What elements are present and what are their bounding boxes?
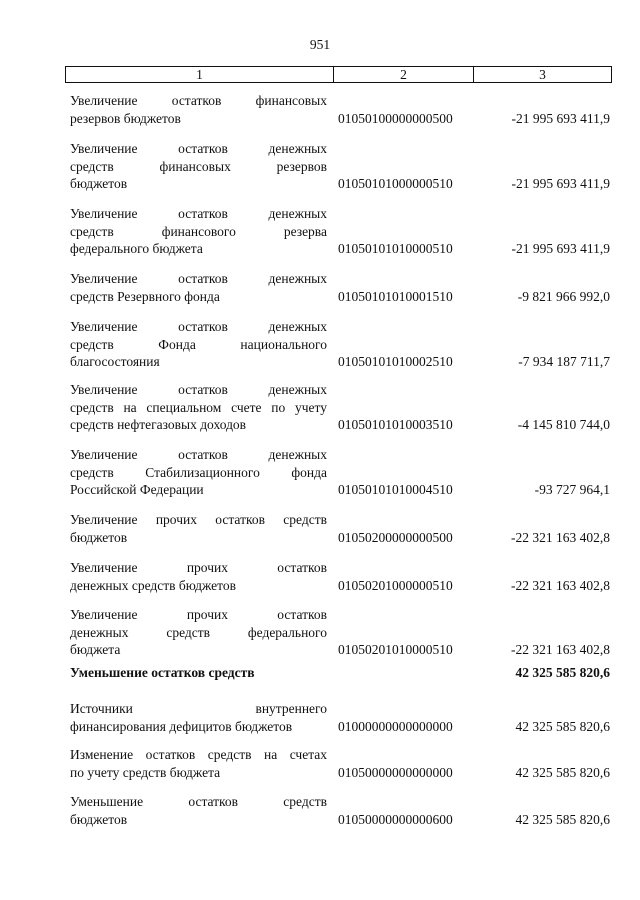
- row-description: [70, 381, 327, 434]
- row-code: 01050000000000000: [338, 764, 453, 780]
- table-row: [70, 511, 610, 546]
- row-description: [70, 606, 327, 659]
- row-code: 01050100000000500: [338, 110, 453, 126]
- row-code: 01050201000000510: [338, 577, 453, 593]
- description-line: Уменьшение остатков средств: [70, 665, 255, 680]
- description-line: Увеличение прочих остатков средств: [70, 512, 327, 527]
- row-code: 01050000000000600: [338, 811, 453, 827]
- description-line: средств Резервного фонда: [70, 288, 220, 304]
- description-line: бюджетов: [70, 176, 128, 191]
- row-code: 01050101010002510: [338, 354, 453, 369]
- row-amount: -9 821 966 992,0: [517, 288, 610, 304]
- description-line: бюджета: [70, 642, 121, 657]
- header-col-1: 1: [66, 67, 334, 82]
- row-amount: -22 321 163 402,8: [511, 577, 610, 593]
- description-line: по учету средств бюджета: [70, 764, 221, 780]
- table-row: [70, 746, 610, 781]
- row-description: [70, 511, 327, 546]
- description-line: средств финансового резерва: [70, 223, 327, 239]
- row-description: [70, 664, 327, 682]
- table-row: [70, 664, 610, 682]
- table-row: [70, 700, 610, 735]
- row-code: 01050101010001510: [338, 288, 453, 304]
- row-description: [70, 92, 327, 127]
- header-col-2: 2: [334, 67, 474, 82]
- row-code: 01050101000000510: [338, 176, 453, 191]
- description-line: Увеличение прочих остатков: [70, 560, 327, 575]
- header-col-3: 3: [539, 67, 546, 82]
- description-line: Увеличение остатков денежных: [70, 271, 327, 286]
- row-description: [70, 446, 327, 499]
- table-row: [70, 205, 610, 258]
- row-description: [70, 140, 327, 193]
- description-line: Уменьшение остатков средств: [70, 794, 327, 809]
- row-code: 01000000000000000: [338, 718, 453, 734]
- table-row: [70, 559, 610, 594]
- row-description: [70, 559, 327, 594]
- row-amount: 42 325 585 820,6: [515, 811, 610, 827]
- row-code: 01050201010000510: [338, 642, 453, 657]
- row-code: 01050101010004510: [338, 482, 453, 497]
- description-line: средств Стабилизационного фонда: [70, 464, 327, 480]
- description-line: средств Фонда национального: [70, 336, 327, 352]
- description-line: финансирования дефицитов бюджетов: [70, 718, 293, 734]
- row-description: [70, 318, 327, 371]
- description-line: денежных средств федерального: [70, 624, 327, 640]
- row-amount: 42 325 585 820,6: [515, 764, 610, 780]
- row-amount: 42 325 585 820,6: [515, 665, 610, 680]
- row-description: [70, 746, 327, 781]
- table-row: [70, 793, 610, 828]
- row-code: 01050101010003510: [338, 417, 453, 432]
- description-line: Российской Федерации: [70, 482, 204, 497]
- row-code: 01050101010000510: [338, 241, 453, 256]
- description-line: бюджетов: [70, 811, 128, 827]
- table-row: [70, 270, 610, 305]
- table-row: [70, 381, 610, 434]
- description-line: бюджетов: [70, 529, 128, 545]
- row-description: [70, 700, 327, 735]
- row-amount: -21 995 693 411,9: [511, 176, 610, 191]
- row-amount: -93 727 964,1: [534, 482, 610, 497]
- row-amount: -4 145 810 744,0: [517, 417, 610, 432]
- description-line: средств на специальном счете по учету: [70, 399, 327, 415]
- description-line: Изменение остатков средств на счетах: [70, 747, 327, 762]
- table-row: [70, 318, 610, 371]
- description-line: Источники внутреннего: [70, 701, 327, 716]
- row-description: [70, 270, 327, 305]
- page-number: 951: [309, 37, 331, 52]
- description-line: Увеличение остатков денежных: [70, 206, 327, 221]
- description-line: денежных средств бюджетов: [70, 577, 237, 593]
- table-row: [70, 446, 610, 499]
- table-row: [70, 606, 610, 659]
- description-line: Увеличение остатков денежных: [70, 141, 327, 156]
- table-row: [70, 140, 610, 193]
- description-line: средств финансовых резервов: [70, 158, 327, 174]
- row-amount: -21 995 693 411,9: [511, 241, 610, 256]
- description-line: Увеличение остатков денежных: [70, 447, 327, 462]
- row-code: 01050200000000500: [338, 529, 453, 545]
- row-description: [70, 793, 327, 828]
- description-line: средств нефтегазовых доходов: [70, 417, 247, 432]
- table-row: [70, 92, 610, 127]
- row-amount: -22 321 163 402,8: [511, 529, 610, 545]
- row-amount: -7 934 187 711,7: [518, 354, 610, 369]
- table-header: [65, 66, 612, 83]
- description-line: благосостояния: [70, 354, 160, 369]
- row-amount: 42 325 585 820,6: [515, 718, 610, 734]
- row-amount: -21 995 693 411,9: [511, 110, 610, 126]
- description-line: резервов бюджетов: [70, 110, 181, 126]
- description-line: Увеличение остатков финансовых: [70, 93, 327, 108]
- description-line: Увеличение остатков денежных: [70, 382, 327, 397]
- description-line: федерального бюджета: [70, 241, 203, 256]
- row-amount: -22 321 163 402,8: [511, 642, 610, 657]
- row-description: [70, 205, 327, 258]
- description-line: Увеличение остатков денежных: [70, 319, 327, 334]
- description-line: Увеличение прочих остатков: [70, 607, 327, 622]
